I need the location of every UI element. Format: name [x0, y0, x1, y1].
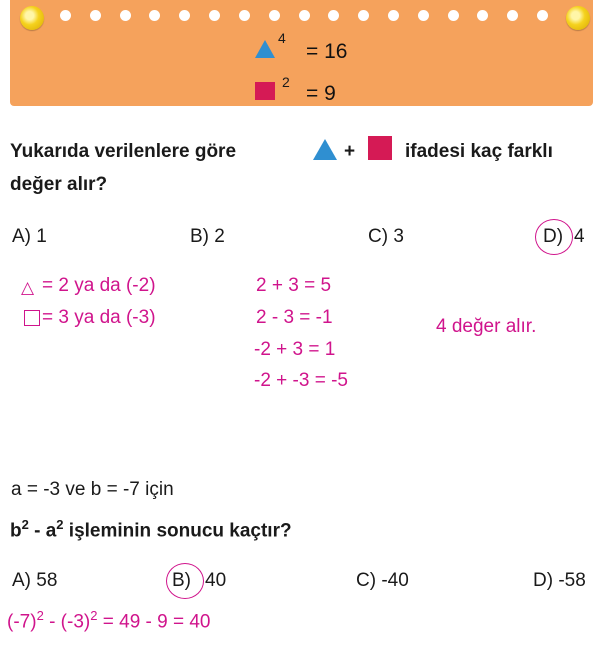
dot — [358, 10, 369, 21]
square-result: = 9 — [306, 82, 336, 105]
q2-option-b-value: 40 — [205, 570, 227, 591]
dot — [149, 10, 160, 21]
question1-prefix: Yukarıda verilenlere göre — [10, 141, 237, 162]
q1-option-c[interactable]: C) 3 — [368, 226, 404, 247]
pin-icon — [20, 6, 44, 30]
q1-option-d-value: 4 — [574, 226, 585, 247]
dot — [448, 10, 459, 21]
dot — [388, 10, 399, 21]
dot — [537, 10, 548, 21]
triangle-exponent: 4 — [278, 30, 286, 46]
work-calc-line: -2 + -3 = -5 — [254, 370, 348, 391]
work-calc-line: 2 - 3 = -1 — [256, 307, 333, 328]
dot — [120, 10, 131, 21]
dot — [507, 10, 518, 21]
question1-plus: + — [344, 141, 356, 162]
question1-line2: değer alır? — [10, 174, 108, 195]
q1-option-b[interactable]: B) 2 — [190, 226, 225, 247]
dot — [209, 10, 220, 21]
dot — [239, 10, 250, 21]
q2-work: $(-7)^2 - (-3)^2 = 49 - 9 = 40$ — [7, 608, 211, 633]
q2-option-d[interactable]: D) -58 — [533, 570, 586, 591]
work-calc-line: 2 + 3 = 5 — [256, 275, 332, 296]
triangle-icon — [255, 40, 275, 58]
q1-option-d[interactable]: D) — [543, 226, 564, 247]
q2-option-c[interactable]: C) -40 — [356, 570, 409, 591]
q2-option-b[interactable]: B) — [172, 570, 191, 591]
dot — [269, 10, 280, 21]
q1-option-a[interactable]: A) 1 — [12, 226, 47, 247]
dot — [179, 10, 190, 21]
decorative-dots — [60, 10, 548, 22]
dot — [60, 10, 71, 21]
dot — [477, 10, 488, 21]
work-square-line: = 3 ya da (-3) — [42, 307, 156, 328]
square-icon — [368, 136, 392, 160]
question1-suffix: ifadesi kaç farklı — [405, 141, 553, 162]
work-answer: 4 değer alır. — [436, 316, 537, 337]
square-exponent: 2 — [282, 74, 290, 90]
q2-option-a[interactable]: A) 58 — [12, 570, 58, 591]
pin-icon — [566, 6, 590, 30]
dot — [418, 10, 429, 21]
dot — [90, 10, 101, 21]
dot — [328, 10, 339, 21]
work-triangle-line: = 2 ya da (-2) — [42, 275, 156, 296]
triangle-outline-icon: △ — [21, 278, 35, 297]
question2-text: $b^2 - a^2$ işleminin sonucu kaçtır? — [10, 517, 292, 542]
dot — [299, 10, 310, 21]
question2-given: a = -3 ve b = -7 için — [11, 479, 174, 500]
square-icon — [255, 82, 275, 100]
work-calc-line: -2 + 3 = 1 — [254, 339, 336, 360]
square-outline-icon — [24, 310, 40, 326]
triangle-result: = 16 — [306, 40, 348, 63]
triangle-icon — [313, 139, 337, 160]
